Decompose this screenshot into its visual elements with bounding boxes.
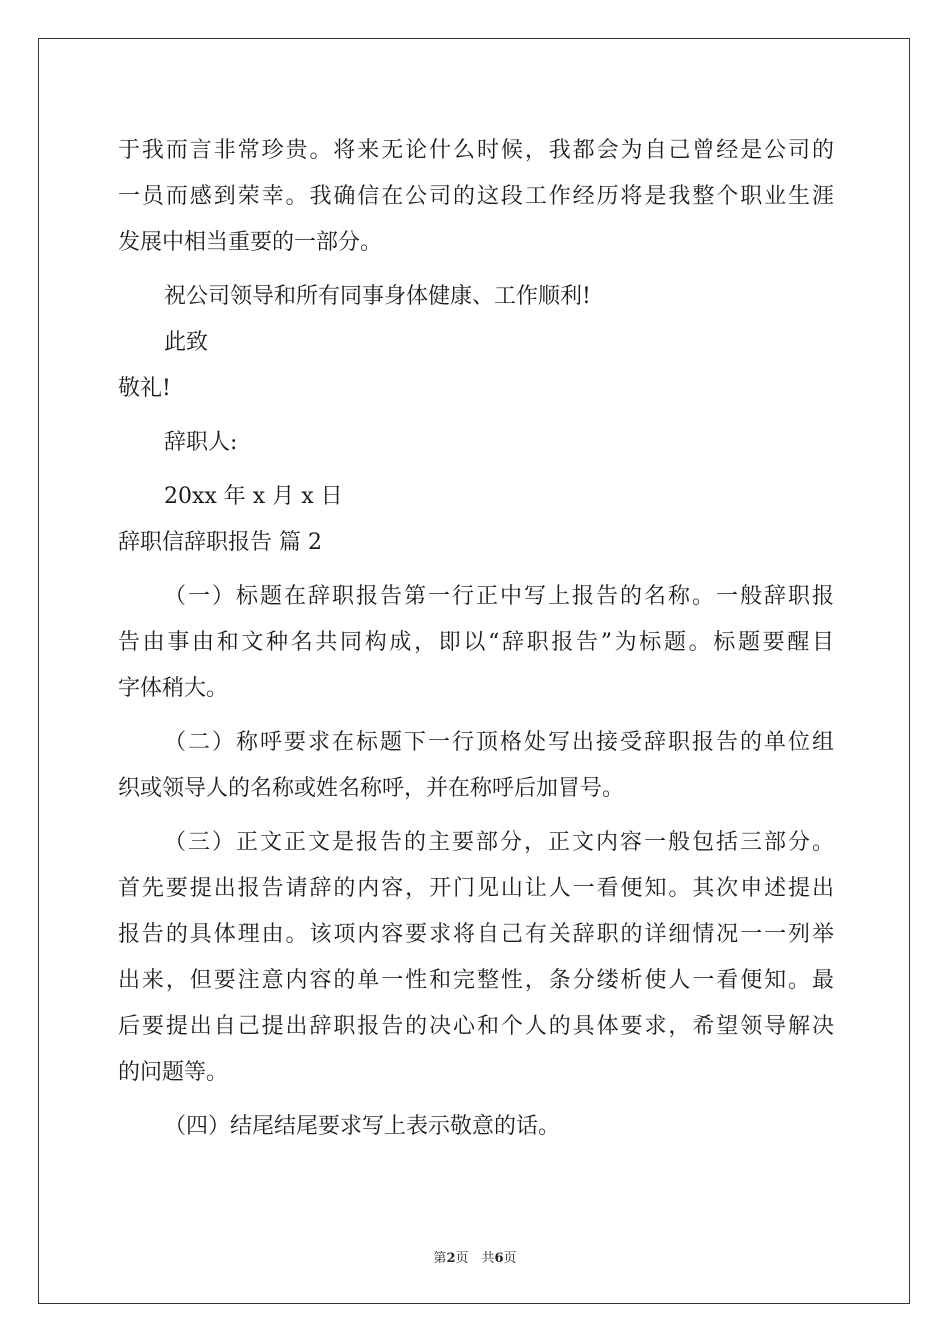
- text-line: 后要提出自己提出辞职报告的决心和个人的具体要求，希望领导解决: [118, 1014, 834, 1039]
- text-line: （二）称呼要求在标题下一行顶格处写出接受辞职报告的单位组: [164, 730, 834, 755]
- text-line: 敬礼!: [118, 376, 171, 401]
- text-line: 发展中相当重要的一部分。: [118, 230, 383, 255]
- total-page-number: 6: [494, 1251, 504, 1266]
- text-line: 辞职人:: [164, 430, 238, 455]
- text-line: （一）标题在辞职报告第一行正中写上报告的名称。一般辞职报: [164, 584, 834, 609]
- text-line: （四）结尾结尾要求写上表示敬意的话。: [164, 1114, 561, 1139]
- current-page-number: 2: [446, 1251, 456, 1266]
- text-line: 于我而言非常珍贵。将来无论什么时候，我都会为自己曾经是公司的: [118, 138, 834, 163]
- footer-prefix: 第: [433, 1251, 447, 1266]
- text-line: 出来，但要注意内容的单一性和完整性，条分缕析使人一看便知。最: [118, 968, 834, 993]
- text-line: 祝公司领导和所有同事身体健康、工作顺利!: [164, 284, 591, 309]
- text-line: 告由事由和文种名共同构成，即以“辞职报告”为标题。标题要醒目: [118, 630, 834, 655]
- section-heading: 辞职信辞职报告 篇 2: [118, 530, 322, 555]
- text-line: （三）正文正文是报告的主要部分，正文内容一般包括三部分。: [164, 830, 834, 855]
- text-line: 字体稍大。: [118, 676, 229, 701]
- text-line: 20xx 年 x 月 x 日: [164, 484, 343, 509]
- footer-suffix: 页: [503, 1251, 517, 1266]
- text-line: 报告的具体理由。该项内容要求将自己有关辞职的详细情况一一列举: [118, 922, 834, 947]
- document-body: [118, 128, 834, 1150]
- text-line: 一员而感到荣幸。我确信在公司的这段工作经历将是我整个职业生涯: [118, 184, 834, 209]
- text-line: 首先要提出报告请辞的内容，开门见山让人一看便知。其次申述提出: [118, 876, 834, 901]
- footer-mid: 页 共: [455, 1251, 495, 1266]
- text-line: 织或领导人的名称或姓名称呼，并在称呼后加冒号。: [118, 776, 625, 801]
- page-footer: [0, 1247, 950, 1266]
- text-line: 的问题等。: [118, 1060, 229, 1085]
- text-line: 此致: [164, 330, 209, 355]
